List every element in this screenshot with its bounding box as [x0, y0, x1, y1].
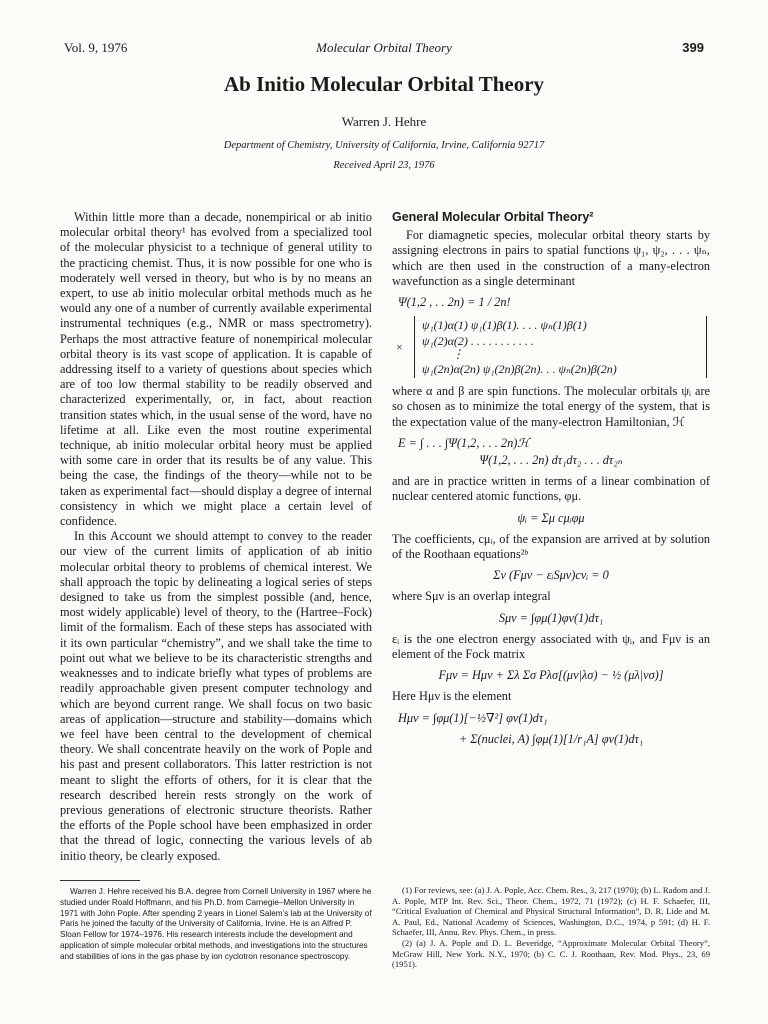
- footnotes: [392, 885, 710, 970]
- volume-label: Vol. 9, 1976: [64, 40, 128, 55]
- left-column: [60, 210, 372, 864]
- equation-fock: Fμν = Hμν + Σλ Σσ Pλσ[(μν|λσ) − ½ (μλ|νσ)]: [438, 668, 664, 683]
- footnote-rule: [60, 880, 140, 881]
- equation-energy-continued: Ψ(1,2, . . . 2n) dτ₁dτ₂ . . . dτ₂ₙ: [479, 453, 623, 468]
- body-paragraph: Here Hμν is the element: [392, 689, 512, 704]
- biography-text: Warren J. Hehre received his B.A. degree from Cornell University in 1967 where he studied under Roald Hoffmann, and his Ph.D. from Carnegie–Mellon University in 1971 with John Pople. After spending 2 years in Lionel Salem’s lab at the University of Paris he joined the faculty of the University of California, Irvine. He is an Alfred P. Sloan Fellow for 1974–1976. His research interests include the development and application of simple molecular orbital methods, and investigations into the structures and stabilities of ions in the gas phase by ion cyclotron resonance spectroscopy.: [60, 887, 372, 961]
- author-biography: [60, 887, 372, 963]
- equation-core-hamiltonian: Hμν = ∫φμ(1)[−½∇²] φν(1)dτ₁: [398, 710, 548, 725]
- body-paragraph: where α and β are spin functions. The molecular orbitals ψᵢ are so chosen as to minimize the total energy of the system, that is the expectation value of the many-electron Hamiltonian, ℋ: [392, 384, 710, 429]
- footnote: (2) (a) J. A. Pople and D. L. Beveridge, “Approximate Molecular Orbital Theory”, McGraw Hill, New York. N.Y., 1970; (b) C. C. J. Roothaan, Rev. Mod. Phys., 23, 69 (1951).: [392, 937, 710, 970]
- body-paragraph: The coefficients, cμᵢ, of the expansion are arrived at by solution of the Roothaan equations²ᵇ: [392, 531, 710, 562]
- equation-roothaan: Σν (Fμν − εᵢSμν)cνᵢ = 0: [493, 568, 609, 583]
- right-column: [392, 210, 710, 753]
- equation-core-hamiltonian-continued: + Σ(nuclei, A) ∫φμ(1)[1/r₁A] φν(1)dτ₁: [458, 731, 644, 746]
- journal-running-title: Molecular Orbital Theory: [316, 40, 452, 55]
- determinant-row: ψ₁(2)α(2) . . . . . . . . . . .: [422, 334, 534, 349]
- equation-overlap: Sμν = ∫φμ(1)φν(1)dτ₁: [498, 610, 604, 625]
- body-paragraph: where Sμν is an overlap integral: [392, 589, 551, 604]
- body-paragraph: In this Account we should attempt to convey to the reader our view of the current limits of application of ab initio molecular orbital theory to problems of chemical interest. We shall approach the topic by delineating a logical series of steps designed to take us from the simplest possible (and, hence, most widely applicable) level of theory, to the (Hartree–Fock) limit of the formalism. Each of these steps has associated with it its own particular “chemistry”, and we shall take the time to point out what we believe to be its characteristic strengths and weaknesses and to indicate briefly what types of problems are readily approachable given present computer technology and which are beyond current range. We shall focus on two basic areas of application—structure and stability—domains which we feel have been central to the development of chemical theory. We shall concentrate heavily on the work of Pople and his past and present collaborators. This latter restriction is not meant to slight the efforts of others, for it is clear that the research described herein rests strongly on the work of previous generations of electronic structure theorists. Rather the efforts of the Pople school have been emphasized in order that the thread of logic, connecting the various levels of ab initio theory, be clearly exposed.: [60, 529, 372, 863]
- determinant-row: ψ₁(2n)α(2n) ψ₁(2n)β(2n). . . ψₙ(2n)β(2n): [422, 362, 617, 377]
- determinant-dots: ⋮: [452, 347, 464, 362]
- equation-lcao: ψᵢ = Σμ cμᵢφμ: [517, 510, 585, 525]
- equation-energy: E = ∫ . . . ∫Ψ(1,2, . . . 2n)ℋ: [398, 435, 530, 450]
- determinant-left-bar: [414, 316, 415, 378]
- running-header: [64, 40, 704, 60]
- article-title: Ab Initio Molecular Orbital Theory: [223, 72, 545, 96]
- author-affiliation: Department of Chemistry, University of California, Irvine, California 92717: [223, 140, 545, 151]
- page-number: 399: [682, 40, 704, 55]
- determinant-row: ψ₁(1)α(1) ψ₁(1)β(1). . . . ψₙ(1)β(1): [422, 318, 587, 333]
- author-name: Warren J. Hehre: [341, 114, 427, 129]
- slater-determinant: [392, 316, 710, 380]
- determinant-right-bar: [706, 316, 707, 378]
- body-paragraph: Within little more than a decade, nonempirical or ab initio molecular orbital theory¹ has evolved from a specialized tool of the molecular physicist to a technique of general utility to the practicing chemist. Thus, it is now possible for one who is moderately well versed in theory, but who is by no means an expert, to use ab initio molecular orbital methods much as he would any one of a number of currently available experimental instrumental techniques (e.g., NMR or mass spectrometry). Perhaps the most attractive feature of nonempirical molecular orbital theory is its vast scope of application. It is capable of addressing itself to a variety of questions about species which are of too low thermal stability to be readily observed and characterized experimentally, or, in fact, about reaction transition states which, in the usual sense of the word, have no lifetime at all. Like even the most routine experimental technique, ab initio molecular orbital heory must be applied with some care in order that its results be of any value. This being the case, the findings of the theory—while not to be taken as experimental fact—should display a degree of internal consistency in which we might place a certain level of confidence.: [60, 210, 372, 529]
- body-paragraph: For diamagnetic species, molecular orbital theory starts by assigning electrons in pairs to spatial functions ψ₁, ψ₂, . . . ψₙ, which are then used in the construction of a many-electron wavefunction as a single determinant: [392, 228, 710, 288]
- body-paragraph: εᵢ is the one electron energy associated with ψᵢ, and Fμν is an element of the Fock matrix: [392, 631, 710, 662]
- footnote: (1) For reviews, see: (a) J. A. Pople, Acc. Chem. Res., 3, 217 (1970); (b) L. Radom and J. A. Pople, MTP Int. Rev. Sci., Theor. Chem., 1972, 71 (1972); (c) H. F. Schaefer, III, “Critical Evaluation of Chemical and Physical Structural Information”, D. R. Lide and M. A. Paul, Ed., National Academy of Sciences, Washington, D.C., 1974, p 591; (d) H. F. Schaefer, III, Annu. Rev. Phys. Chem., in press.: [392, 885, 710, 938]
- received-date: Received April 23, 1976: [333, 160, 435, 171]
- section-heading: General Molecular Orbital Theory²: [392, 210, 594, 224]
- equation-wavefunction: Ψ(1,2 , . . 2n) = 1 / 2n!: [398, 295, 511, 310]
- determinant-times-sign: ×: [396, 340, 403, 355]
- body-paragraph: and are in practice written in terms of a linear combination of nuclear centered atomic functions, φμ.: [392, 474, 710, 504]
